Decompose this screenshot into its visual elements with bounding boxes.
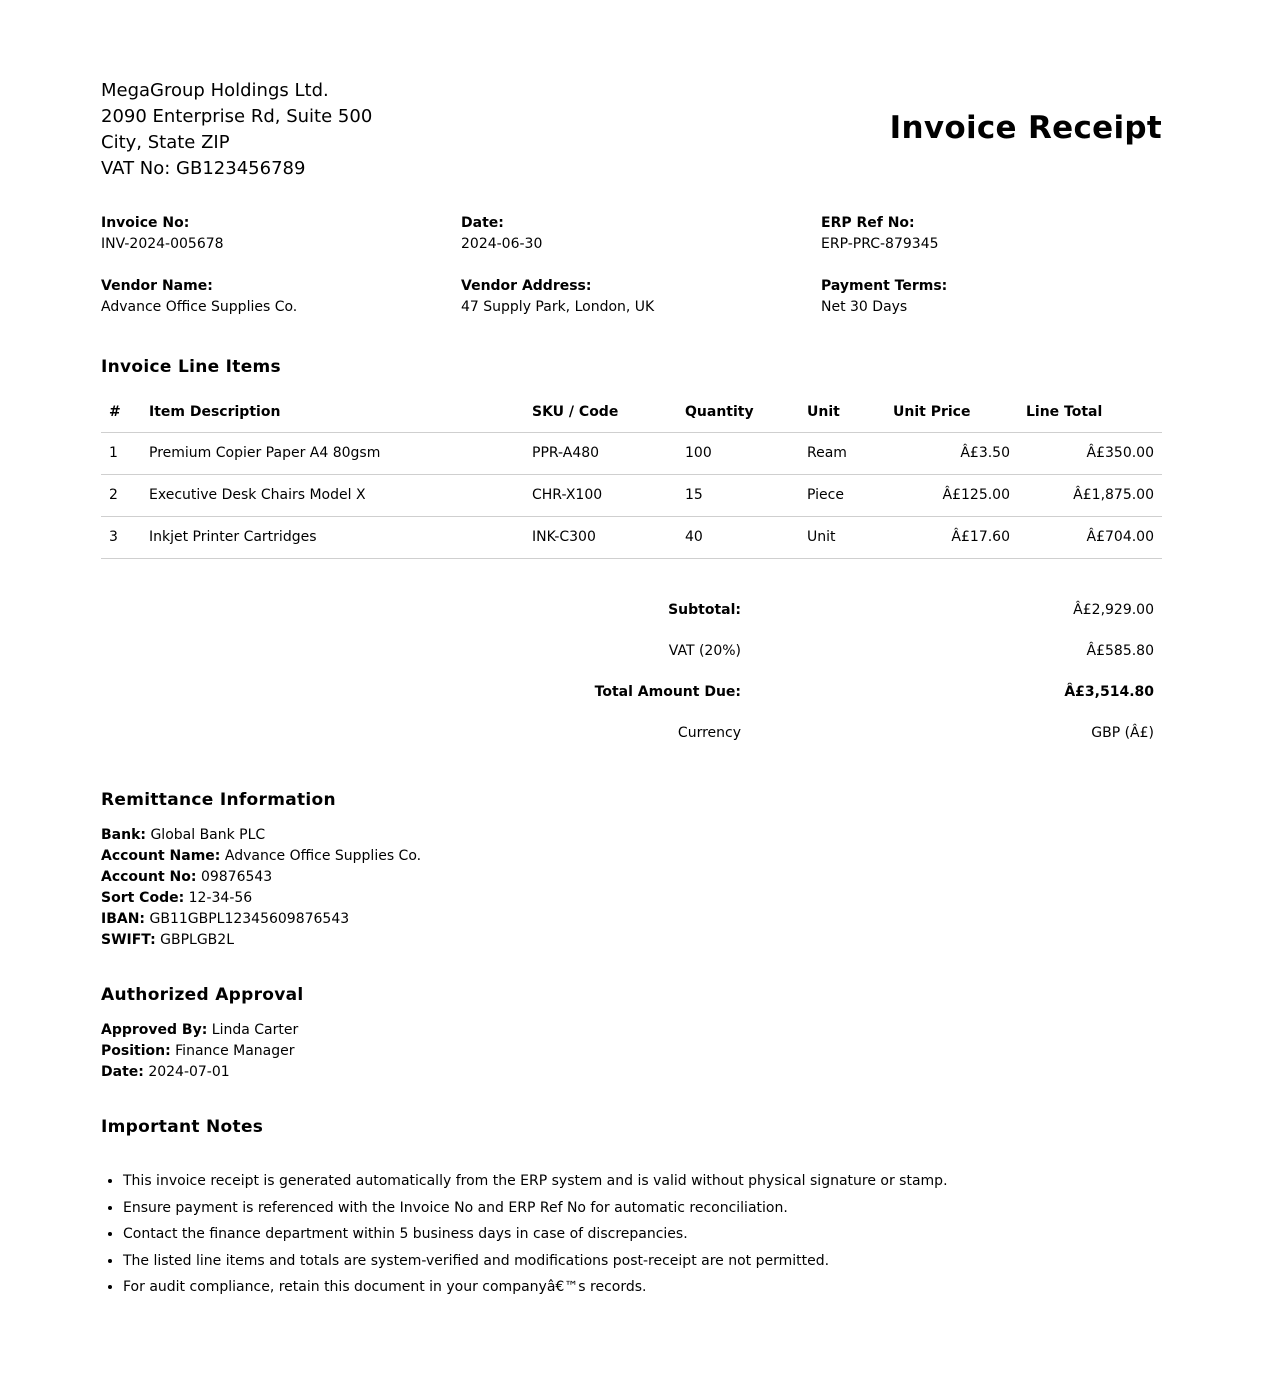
list-item: • Ensure payment is referenced with the Invoice No and ERP Ref No for automatic reconciliation. xyxy=(123,1195,1162,1222)
meta-vendor-name xyxy=(101,276,461,318)
row-number: 3 xyxy=(101,516,141,558)
item-quantity: 40 xyxy=(677,516,799,558)
field-value: Linda Carter xyxy=(211,1022,299,1038)
field-value: 2024-07-01 xyxy=(148,1064,230,1080)
total-due-label: Total Amount Due: xyxy=(594,684,741,700)
meta-value: Advance Office Supplies Co. xyxy=(101,299,298,315)
meta-label: Vendor Address: xyxy=(461,278,592,294)
approval-approved-by xyxy=(101,1020,298,1041)
company-name: MegaGroup Holdings Ltd. xyxy=(101,80,329,101)
currency-label: Currency xyxy=(677,725,741,741)
field-value: 09876543 xyxy=(200,869,273,885)
meta-label: Vendor Name: xyxy=(101,278,213,294)
column-header: SKU / Code xyxy=(524,392,677,432)
table-header-row xyxy=(101,392,1162,432)
remittance-bank xyxy=(101,825,421,846)
column-header: # xyxy=(101,392,141,432)
field-value: Finance Manager xyxy=(175,1043,295,1059)
field-label: IBAN: xyxy=(101,911,146,927)
item-unit: Unit xyxy=(799,516,885,558)
item-unit-price: Â£3.50 xyxy=(885,432,1018,474)
meta-label: Payment Terms: xyxy=(821,278,948,294)
item-quantity: 15 xyxy=(677,474,799,516)
item-description: Premium Copier Paper A4 80gsm xyxy=(141,432,524,474)
meta-date xyxy=(461,213,821,255)
field-label: Date: xyxy=(101,1064,144,1080)
row-number: 2 xyxy=(101,474,141,516)
company-vat: VAT No: GB123456789 xyxy=(101,158,306,179)
row-number: 1 xyxy=(101,432,141,474)
company-header xyxy=(101,78,372,182)
vat-value: Â£585.80 xyxy=(1086,643,1154,659)
field-label: Approved By: xyxy=(101,1022,208,1038)
field-label: Account No: xyxy=(101,869,197,885)
column-header: Unit Price xyxy=(885,392,1018,432)
field-label: Sort Code: xyxy=(101,890,185,906)
item-unit-price: Â£125.00 xyxy=(885,474,1018,516)
notes-list xyxy=(101,1168,1162,1301)
remittance-account-no xyxy=(101,867,421,888)
notes-title: Important Notes xyxy=(101,1117,264,1137)
item-sku: INK-C300 xyxy=(524,516,677,558)
meta-label: ERP Ref No: xyxy=(821,215,915,231)
field-label: Bank: xyxy=(101,827,146,843)
line-items-table xyxy=(101,392,1162,559)
meta-label: Date: xyxy=(461,215,504,231)
meta-payment-terms xyxy=(821,276,1162,318)
vat-label: VAT (20%) xyxy=(668,643,741,659)
meta-value: ERP-PRC-879345 xyxy=(821,236,939,252)
remittance-account-name xyxy=(101,846,421,867)
total-due-value: Â£3,514.80 xyxy=(1064,684,1154,700)
meta-value: Net 30 Days xyxy=(821,299,908,315)
company-address-line1: 2090 Enterprise Rd, Suite 500 xyxy=(101,106,373,127)
item-line-total: Â£350.00 xyxy=(1018,432,1162,474)
item-unit: Piece xyxy=(799,474,885,516)
field-value: GBPLGB2L xyxy=(160,932,234,948)
subtotal-label: Subtotal: xyxy=(668,602,741,618)
remittance-info xyxy=(101,825,421,951)
field-value: GB11GBPL12345609876543 xyxy=(149,911,350,927)
field-label: SWIFT: xyxy=(101,932,156,948)
column-header: Item Description xyxy=(141,392,524,432)
remittance-swift xyxy=(101,930,421,951)
field-label: Position: xyxy=(101,1043,171,1059)
list-item: • For audit compliance, retain this document in your companyâ€™s records. xyxy=(123,1274,1162,1301)
item-quantity: 100 xyxy=(677,432,799,474)
meta-value: INV-2024-005678 xyxy=(101,236,224,252)
remittance-title: Remittance Information xyxy=(101,790,336,810)
field-label: Account Name: xyxy=(101,848,221,864)
approval-position xyxy=(101,1041,298,1062)
column-header: Line Total xyxy=(1018,392,1162,432)
item-sku: PPR-A480 xyxy=(524,432,677,474)
totals-block xyxy=(101,592,1162,756)
meta-label: Invoice No: xyxy=(101,215,190,231)
currency-row xyxy=(101,715,1162,756)
approval-title: Authorized Approval xyxy=(101,985,304,1005)
item-sku: CHR-X100 xyxy=(524,474,677,516)
list-item: • The listed line items and totals are system-verified and modifications post-receipt are not permitted. xyxy=(123,1248,1162,1275)
document-title: Invoice Receipt xyxy=(889,110,1162,146)
invoice-meta xyxy=(101,213,1162,318)
list-item: • Contact the finance department within 5 business days in case of discrepancies. xyxy=(123,1221,1162,1248)
table-row xyxy=(101,474,1162,516)
item-description: Executive Desk Chairs Model X xyxy=(141,474,524,516)
remittance-sort-code xyxy=(101,888,421,909)
subtotal-value: Â£2,929.00 xyxy=(1073,602,1154,618)
approval-date xyxy=(101,1062,298,1083)
table-row xyxy=(101,432,1162,474)
approval-info xyxy=(101,1020,298,1083)
meta-invoice-no xyxy=(101,213,461,255)
table-row xyxy=(101,516,1162,558)
item-line-total: Â£1,875.00 xyxy=(1018,474,1162,516)
meta-value: 2024-06-30 xyxy=(461,236,543,252)
meta-value: 47 Supply Park, London, UK xyxy=(461,299,655,315)
item-unit: Ream xyxy=(799,432,885,474)
item-line-total: Â£704.00 xyxy=(1018,516,1162,558)
field-value: Global Bank PLC xyxy=(150,827,266,843)
item-description: Inkjet Printer Cartridges xyxy=(141,516,524,558)
line-items-title: Invoice Line Items xyxy=(101,357,281,377)
field-value: 12-34-56 xyxy=(188,890,253,906)
subtotal-row xyxy=(101,592,1162,633)
total-due-row xyxy=(101,674,1162,715)
company-address-line2: City, State ZIP xyxy=(101,132,230,153)
field-value: Advance Office Supplies Co. xyxy=(224,848,422,864)
currency-value: GBP (Â£) xyxy=(1091,725,1154,741)
list-item: • This invoice receipt is generated automatically from the ERP system and is valid without physical signature or stamp. xyxy=(123,1168,1162,1195)
item-unit-price: Â£17.60 xyxy=(885,516,1018,558)
vat-row xyxy=(101,633,1162,674)
column-header: Unit xyxy=(799,392,885,432)
meta-erp-ref xyxy=(821,213,1162,255)
remittance-iban xyxy=(101,909,421,930)
meta-vendor-address xyxy=(461,276,821,318)
column-header: Quantity xyxy=(677,392,799,432)
